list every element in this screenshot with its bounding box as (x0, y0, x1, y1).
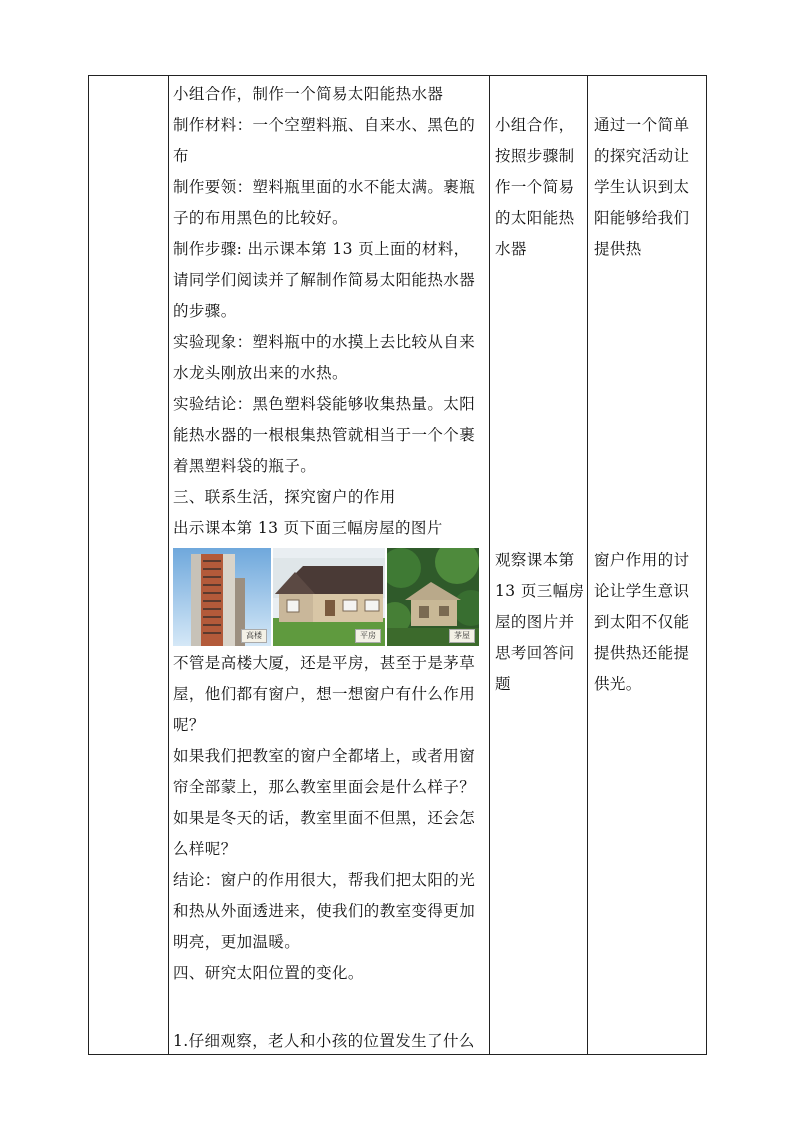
house-photos (173, 548, 479, 646)
photo-label: 茅屋 (449, 629, 475, 643)
table-divider (489, 76, 490, 1054)
intent-text: 通过一个简单的探究活动让学生认识到太阳能够给我们提供热 (594, 116, 690, 258)
paragraph: 实验结论：黑色塑料袋能够收集热量。太阳能热水器的一根根集热管就相当于一个个裹着黑塑料袋的瓶子。 (173, 395, 476, 475)
paragraph: 制作步骤: 出示课本第 13 页上面的材料，请同学们阅读并了解制作简易太阳能热水器的步骤。 (173, 240, 476, 320)
paragraph: 制作材料：一个空塑料瓶、自来水、黑色的布 (173, 116, 476, 165)
intent-text: 窗户作用的讨论让学生意识到太阳不仅能提供热还能提供光。 (594, 551, 690, 693)
paragraph: 不管是高楼大厦，还是平房，甚至于是茅草屋，他们都有窗户，想一想窗户有什么作用呢？ (173, 654, 476, 734)
photo-label: 高楼 (241, 629, 267, 643)
student-activity-column (495, 76, 585, 693)
design-intent-column (594, 76, 702, 693)
thatched-hut-photo (387, 548, 479, 646)
paragraph: 1.仔细观察，老人和小孩的位置发生了什么 (173, 1032, 475, 1050)
teaching-content-column (173, 76, 485, 1057)
paragraph: 结论：窗户的作用很大，帮我们把太阳的光和热从外面透进来，使我们的教室变得更加明亮，更加温暖。 (173, 871, 476, 951)
photo-label: 平房 (355, 629, 381, 643)
activity-text: 小组合作，按照步骤制作一个简易的太阳能热水器 (495, 116, 575, 258)
activity-text: 观察课本第 13 页三幅房屋的图片并思考回答问题 (495, 551, 585, 693)
paragraph: 如果是冬天的话，教室里面不但黑，还会怎么样呢？ (173, 809, 476, 858)
paragraph: 出示课本第 13 页下面三幅房屋的图片 (173, 519, 443, 537)
lesson-table (88, 75, 707, 1055)
section-heading: 三、联系生活，探究窗户的作用 (173, 488, 396, 506)
paragraph: 如果我们把教室的窗户全都堵上，或者用窗帘全部蒙上，那么教室里面会是什么样子？ (173, 747, 476, 796)
table-divider (168, 76, 169, 1054)
table-divider (587, 76, 588, 1054)
paragraph: 制作要领：塑料瓶里面的水不能太满。裹瓶子的布用黑色的比较好。 (173, 178, 476, 227)
section-heading: 四、研究太阳位置的变化。 (173, 964, 364, 982)
paragraph: 小组合作，制作一个简易太阳能热水器 (173, 85, 444, 103)
tall-building-photo (173, 548, 271, 646)
paragraph: 实验现象：塑料瓶中的水摸上去比较从自来水龙头刚放出来的水热。 (173, 333, 476, 382)
bungalow-photo (273, 548, 385, 646)
blank-line (173, 989, 485, 1020)
